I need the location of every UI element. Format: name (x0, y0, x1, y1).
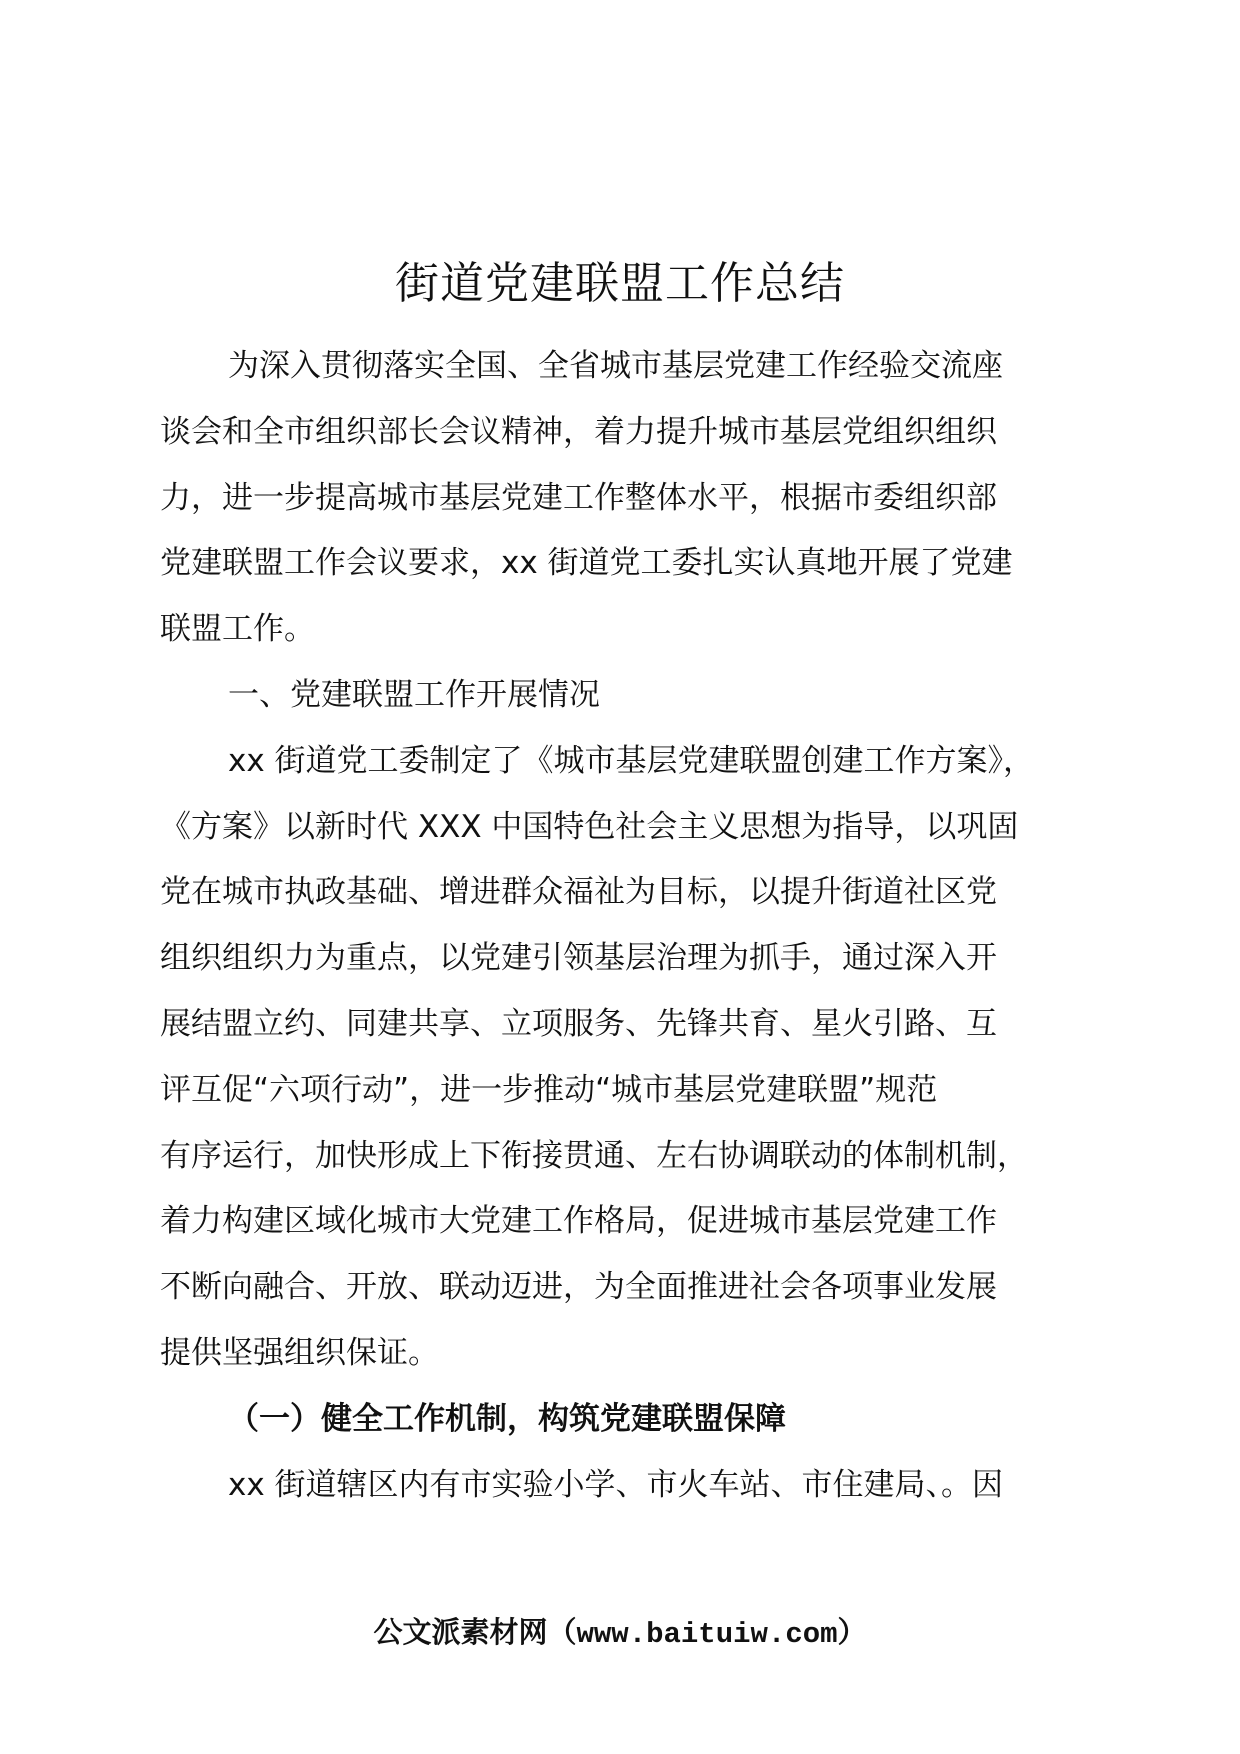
subsection-heading: （一）健全工作机制，构筑党建联盟保障 (228, 1400, 786, 1437)
footer-site-url: （www.baituiw.com） (547, 1618, 867, 1651)
page-footer (0, 1610, 1240, 1657)
text-line: 组织组织力为重点，以党建引领基层治理为抓手，通过深入开 (160, 940, 997, 977)
text-line: 不断向融合、开放、联动迈进，为全面推进社会各项事业发展 (160, 1269, 997, 1306)
text-line: 党在城市执政基础、增进群众福祉为目标，以提升街道社区党 (160, 874, 997, 911)
paragraph-mechanism (160, 1453, 1120, 1519)
text-line: 提供坚强组织保证。 (160, 1334, 439, 1371)
text-line: 评互促“六项行动”，进一步推动“城市基层党建联盟”规范 (160, 1071, 938, 1108)
text-line: 着力构建区域化城市大党建工作格局，促进城市基层党建工作 (160, 1203, 997, 1240)
paragraph-intro (160, 334, 1120, 663)
text-line: 力，进一步提高城市基层党建工作整体水平，根据市委组织部 (160, 479, 997, 516)
text-line: 有序运行，加快形成上下衔接贯通、左右协调联动的体制机制， (160, 1137, 1028, 1174)
document-body (160, 334, 1120, 1518)
footer-site-name: 公文派素材网 (373, 1615, 548, 1649)
text-line: 为深入贯彻落实全国、全省城市基层党建工作经验交流座 (228, 348, 1003, 384)
text-line: xx 街道党工委制定了《城市基层党建联盟创建工作方案》， (228, 742, 1035, 779)
paragraph-overview (160, 729, 1120, 1387)
text-line: 《方案》以新时代 XXX 中国特色社会主义思想为指导，以巩固 (160, 808, 1019, 845)
text-line: 谈会和全市组织部长会议精神，着力提升城市基层党组织组织 (160, 413, 997, 450)
section-heading: 一、党建联盟工作开展情况 (228, 676, 600, 713)
text-line: 党建联盟工作会议要求，xx 街道党工委扎实认真地开展了党建 (160, 545, 1013, 582)
text-line: 展结盟立约、同建共享、立项服务、先锋共育、星火引路、互 (160, 1005, 997, 1042)
document-title: 街道党建联盟工作总结 (395, 258, 845, 309)
text-line: xx 街道辖区内有市实验小学、市火车站、市住建局、。因 (228, 1466, 1004, 1503)
text-line: 联盟工作。 (160, 611, 315, 648)
